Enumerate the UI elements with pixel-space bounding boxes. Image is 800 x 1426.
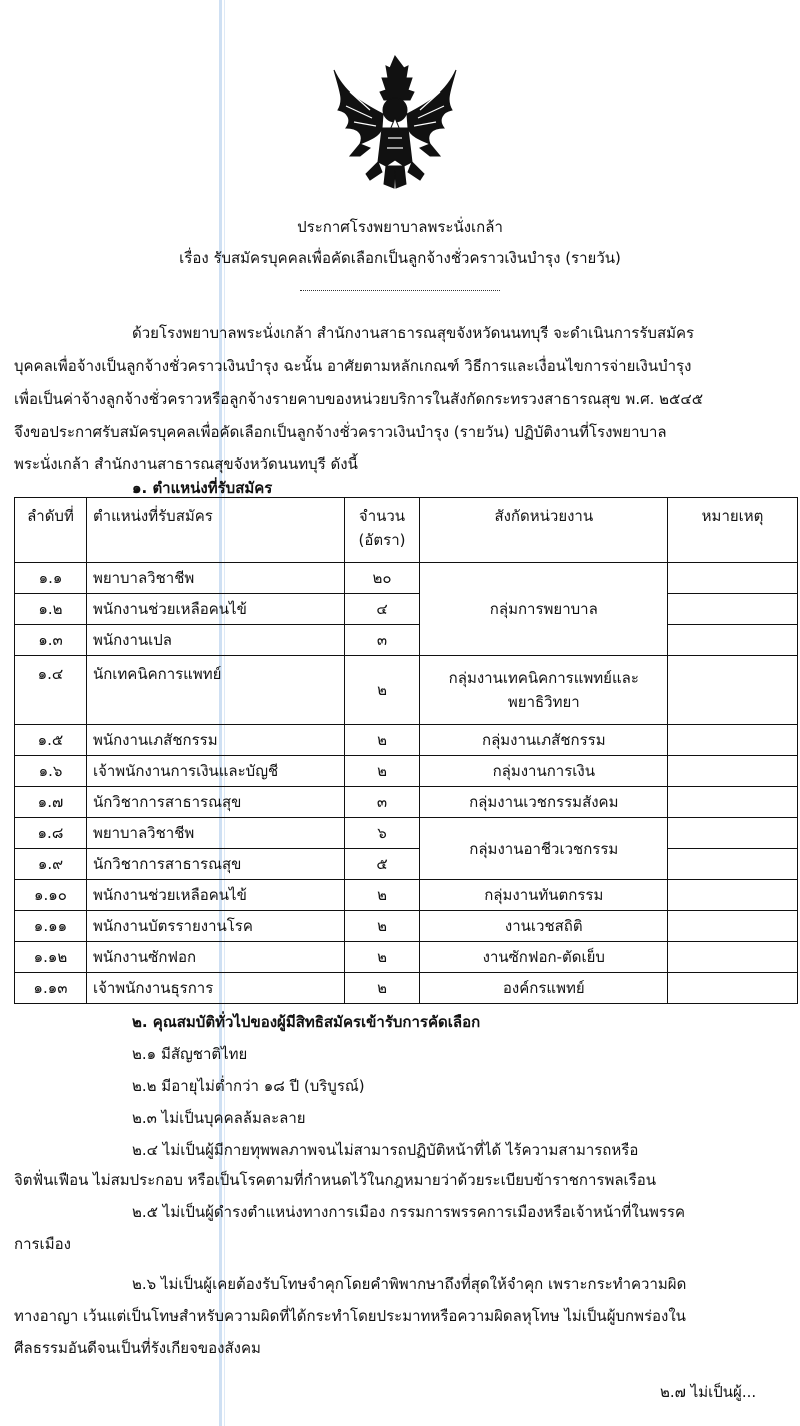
column-header-unit: สังกัดหน่วยงาน [420, 498, 668, 563]
announcement-title: ประกาศโรงพยาบาลพระนั่งเกล้า [297, 218, 503, 236]
row-no: ๑.๑ [15, 563, 87, 594]
row-unit: กลุ่มงานทันตกรรม [420, 880, 668, 911]
section1-heading: ๑. ตำแหน่งที่รับสมัคร [132, 479, 273, 497]
section2-heading: ๒. คุณสมบัติทั่วไปของผู้มีสิทธิสมัครเข้ารับการคัดเลือก [132, 1013, 481, 1031]
intro-line: บุคคลเพื่อจ้างเป็นลูกจ้างชั่วคราวเงินบำรุง ฉะนั้น อาศัยตามหลักเกณฑ์ วิธีการและเงื่อนไขการจ่ายเงินบำรุง [14, 357, 692, 375]
row-position: เจ้าพนักงานธุรการ [86, 973, 344, 1004]
row-remark [668, 880, 798, 911]
row-count: ๓ [344, 787, 420, 818]
table-row [15, 756, 798, 787]
row-position: พนักงานช่วยเหลือคนไข้ [86, 594, 344, 625]
row-unit: งานซักฟอก-ตัดเย็บ [420, 942, 668, 973]
row-remark [668, 725, 798, 756]
intro-line: พระนั่งเกล้า สำนักงานสาธารณสุขจังหวัดนนทบุรี ดังนี้ [14, 455, 358, 473]
row-position: เจ้าพนักงานการเงินและบัญชี [86, 756, 344, 787]
row-count: ๒ [344, 656, 420, 725]
row-no: ๑.๑๑ [15, 911, 87, 942]
row-position: นักวิชาการสาธารณสุข [86, 849, 344, 880]
row-remark [668, 656, 798, 725]
qualification-item: ๒.๓ ไม่เป็นบุคคลล้มละลาย [132, 1109, 306, 1127]
qualification-item: การเมือง [14, 1235, 71, 1253]
table-row [15, 973, 798, 1004]
row-position: พนักงานเปล [86, 625, 344, 656]
column-header-no: ลำดับที่ [15, 498, 87, 563]
table-row [15, 911, 798, 942]
row-no: ๑.๘ [15, 818, 87, 849]
row-no: ๑.๙ [15, 849, 87, 880]
row-position: นักวิชาการสาธารณสุข [86, 787, 344, 818]
row-no: ๑.๓ [15, 625, 87, 656]
row-count: ๒ [344, 725, 420, 756]
row-count: ๒๐ [344, 563, 420, 594]
row-position: พยาบาลวิชาชีพ [86, 818, 344, 849]
row-unit: กลุ่มงานเภสัชกรรม [420, 725, 668, 756]
intro-line: เพื่อเป็นค่าจ้างลูกจ้างชั่วคราวหรือลูกจ้างรายคาบของหน่วยบริการในสังกัดกระทรวงสาธารณสุข พ.ศ. ๒๕๔๕ [14, 390, 704, 408]
table-row [15, 625, 798, 656]
row-unit: กลุ่มงานการเงิน [420, 756, 668, 787]
row-count: ๒ [344, 942, 420, 973]
dotted-divider [300, 290, 500, 291]
qualification-item: ๒.๑ มีสัญชาติไทย [132, 1045, 248, 1063]
row-position: พนักงานซักฟอก [86, 942, 344, 973]
row-count: ๒ [344, 911, 420, 942]
continued-note: ๒.๗ ไม่เป็นผู้... [660, 1383, 757, 1401]
row-unit: กลุ่มงานอาชีวเวชกรรม [420, 818, 668, 880]
table-row [15, 849, 798, 880]
table-row [15, 818, 798, 849]
table-row [15, 656, 798, 725]
row-unit: กลุ่มงานเทคนิคการแพทย์และ พยาธิวิทยา [420, 656, 668, 725]
row-remark [668, 594, 798, 625]
table-row [15, 563, 798, 594]
intro-line: ด้วยโรงพยาบาลพระนั่งเกล้า สำนักงานสาธารณสุขจังหวัดนนทบุรี จะดำเนินการรับสมัคร [132, 324, 695, 342]
row-remark [668, 787, 798, 818]
garuda-emblem-icon [330, 52, 460, 192]
announcement-subject: เรื่อง รับสมัครบุคคลเพื่อคัดเลือกเป็นลูกจ้างชั่วคราวเงินบำรุง (รายวัน) [179, 249, 621, 267]
row-no: ๑.๔ [15, 656, 87, 725]
table-row [15, 787, 798, 818]
row-no: ๑.๑๒ [15, 942, 87, 973]
table-header-row [15, 498, 798, 563]
row-remark [668, 756, 798, 787]
positions-table [14, 497, 798, 1004]
row-no: ๑.๑๐ [15, 880, 87, 911]
table-row [15, 880, 798, 911]
row-unit: กลุ่มงานเวชกรรมสังคม [420, 787, 668, 818]
row-position: พนักงานช่วยเหลือคนไข้ [86, 880, 344, 911]
row-count: ๕ [344, 849, 420, 880]
row-position: พยาบาลวิชาชีพ [86, 563, 344, 594]
row-unit: องค์กรแพทย์ [420, 973, 668, 1004]
row-unit: งานเวชสถิติ [420, 911, 668, 942]
row-remark [668, 849, 798, 880]
column-header-count: จำนวน (อัตรา) [344, 498, 420, 563]
row-remark [668, 563, 798, 594]
row-remark [668, 973, 798, 1004]
row-position: พนักงานบัตรรายงานโรค [86, 911, 344, 942]
row-no: ๑.๕ [15, 725, 87, 756]
row-count: ๒ [344, 973, 420, 1004]
qualification-item: ๒.๔ ไม่เป็นผู้มีกายทุพพลภาพจนไม่สามารถปฏิบัติหน้าที่ได้ ไร้ความสามารถหรือ [132, 1141, 639, 1159]
row-no: ๑.๗ [15, 787, 87, 818]
row-count: ๒ [344, 880, 420, 911]
table-row [15, 725, 798, 756]
table-row [15, 594, 798, 625]
column-header-position: ตำแหน่งที่รับสมัคร [86, 498, 344, 563]
row-no: ๑.๖ [15, 756, 87, 787]
qualification-item: จิตฟั่นเฟือน ไม่สมประกอบ หรือเป็นโรคตามที่กำหนดไว้ในกฎหมายว่าด้วยระเบียบข้าราชการพลเรือน [14, 1171, 656, 1189]
qualification-item: ศีลธรรมอันดีจนเป็นที่รังเกียจของสังคม [14, 1339, 261, 1357]
intro-line: จึงขอประกาศรับสมัครบุคคลเพื่อคัดเลือกเป็นลูกจ้างชั่วคราวเงินบำรุง (รายวัน) ปฏิบัติงานที่โรงพยาบาล [14, 423, 667, 441]
row-count: ๒ [344, 756, 420, 787]
row-no: ๑.๑๓ [15, 973, 87, 1004]
row-remark [668, 818, 798, 849]
qualification-item: ๒.๕ ไม่เป็นผู้ดำรงตำแหน่งทางการเมือง กรรมการพรรคการเมืองหรือเจ้าหน้าที่ในพรรค [132, 1203, 686, 1221]
row-position: พนักงานเภสัชกรรม [86, 725, 344, 756]
row-count: ๖ [344, 818, 420, 849]
qualification-item: ๒.๖ ไม่เป็นผู้เคยต้องรับโทษจำคุกโดยคำพิพากษาถึงที่สุดให้จำคุก เพราะกระทำความผิด [132, 1275, 687, 1293]
row-position: นักเทคนิคการแพทย์ [86, 656, 344, 725]
row-unit: กลุ่มการพยาบาล [420, 563, 668, 656]
row-remark [668, 942, 798, 973]
qualification-item: ทางอาญา เว้นแต่เป็นโทษสำหรับความผิดที่ได้กระทำโดยประมาทหรือความผิดลหุโทษ ไม่เป็นผู้บกพร่องใน [14, 1307, 686, 1325]
row-count: ๔ [344, 594, 420, 625]
row-no: ๑.๒ [15, 594, 87, 625]
qualification-item: ๒.๒ มีอายุไม่ต่ำกว่า ๑๘ ปี (บริบูรณ์) [132, 1077, 365, 1095]
row-count: ๓ [344, 625, 420, 656]
row-remark [668, 625, 798, 656]
table-row [15, 942, 798, 973]
row-remark [668, 911, 798, 942]
column-header-remark: หมายเหตุ [668, 498, 798, 563]
